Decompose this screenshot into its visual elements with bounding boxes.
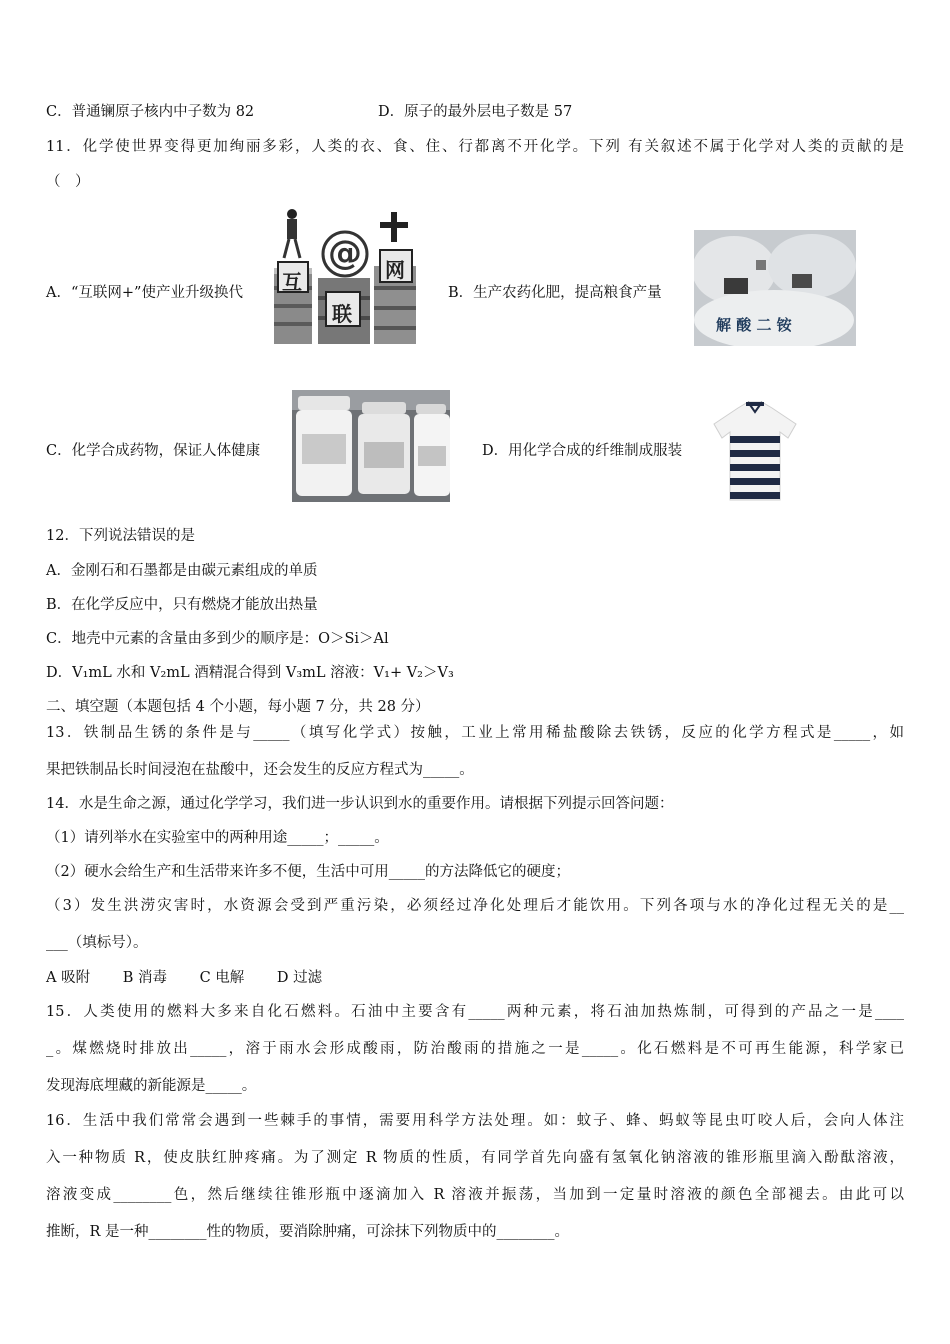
q14-stem: 14．水是生命之源，通过化学学习，我们进一步认识到水的重要作用。请根据下列提示回答问题： <box>46 796 674 812</box>
q14-option-c: C 电解 <box>199 970 245 986</box>
q12-stem: 12．下列说法错误的是 <box>46 528 195 544</box>
pic-char-wang: 网 <box>385 258 405 282</box>
section-heading: 二、填空题（本题包括 4 个小题，每小题 7 分，共 28 分） <box>46 699 430 715</box>
q15-line-2: _。煤燃烧时排放出_____，溶于雨水会形成酸雨，防治酸雨的措施之一是_____。化石燃料是不可再生能源，科学家已 <box>46 1041 904 1057</box>
q14-options <box>46 968 322 988</box>
q12-option-d: D．V₁mL 水和 V₂mL 酒精混合得到 V₃mL 溶液：V₁+ V₂＞V₃ <box>46 665 454 681</box>
fertilizer-bags-image <box>694 230 856 346</box>
q14-part-1: （1）请列举水在实验室中的两种用途_____；_____。 <box>46 830 389 846</box>
q15-line-3: 发现海底埋藏的新能源是_____。 <box>46 1078 257 1094</box>
q12-option-a: A．金刚石和石墨都是由碳元素组成的单质 <box>46 563 318 579</box>
q16-line-3: 溶液变成________色，然后继续往锥形瓶中逐滴加入 R 溶液并振荡，当加到一定量时溶液的颜色全部褪去。由此可以 <box>46 1187 904 1203</box>
pic-char-lian: 联 <box>332 302 352 326</box>
fertilizer-label: 解 酸 二 铵 <box>716 316 792 334</box>
q11-option-b: B．生产农药化肥，提高粮食产量 <box>448 285 662 301</box>
q12-option-b: B．在化学反应中，只有燃烧才能放出热量 <box>46 597 318 613</box>
q14-option-b: B 消毒 <box>122 970 167 986</box>
striped-shirt-image <box>712 398 798 502</box>
q11-option-a: A．“互联网+”使产业升级换代 <box>46 285 243 301</box>
svg-text:@: @ <box>328 233 362 273</box>
q14-part-3-line-1: （3）发生洪涝灾害时，水资源会受到严重污染，必须经过净化处理后才能饮用。下列各项与水的净化过程无关的是__ <box>46 898 904 914</box>
internet-plus-image <box>270 206 420 346</box>
q13-line-1: 13．铁制品生锈的条件是与_____（填写化学式）按触，工业上常用稀盐酸除去铁锈，反应的化学方程式是_____，如 <box>46 725 904 741</box>
pic-char-hu: 互 <box>282 270 302 294</box>
q15-line-1: 15．人类使用的燃料大多来自化石燃料。石油中主要含有_____两种元素，将石油加热炼制，可得到的产品之一是____ <box>46 1004 904 1020</box>
q13-line-2: 果把铁制品长时间浸泡在盐酸中，还会发生的反应方程式为_____。 <box>46 762 474 778</box>
q11-option-c: C．化学合成药物，保证人体健康 <box>46 443 261 459</box>
q11-stem: 11．化学使世界变得更加绚丽多彩，人类的衣、食、住、行都离不开化学。下列 有关叙述不属于化学对人类的贡献的是 <box>46 139 904 155</box>
q11-answer-paren: （ ） <box>46 174 90 190</box>
q11-option-d: D．用化学合成的纤维制成服装 <box>482 443 683 459</box>
q16-line-1: 16．生活中我们常常会遇到一些棘手的事情，需要用科学方法处理。如：蚊子、蜂、蚂蚁等昆虫叮咬人后，会向人体注 <box>46 1113 904 1129</box>
q12-option-c: C．地壳中元素的含量由多到少的顺序是：O＞Si＞Al <box>46 631 389 647</box>
q14-part-2: （2）硬水会给生产和生活带来许多不便，生活中可用_____的方法降低它的硬度； <box>46 864 570 880</box>
q16-line-4: 推断，R 是一种________性的物质，要消除肿痛，可涂抹下列物质中的________。 <box>46 1224 570 1240</box>
q14-option-a: A 吸附 <box>46 970 91 986</box>
q14-option-d: D 过滤 <box>276 970 323 986</box>
q10-option-c: C．普通镧原子核内中子数为 82 <box>46 104 255 120</box>
q10-option-d: D．原子的最外层电子数是 57 <box>378 104 573 120</box>
q16-line-2: 入一种物质 R，使皮肤红肿疼痛。为了测定 R 物质的性质，有同学首先向盛有氢氧化钠溶液的锥形瓶里滴入酚酞溶液， <box>46 1150 904 1166</box>
medicine-bottles-image <box>292 390 450 502</box>
q14-part-3-line-2: ___（填标号）。 <box>46 935 148 951</box>
